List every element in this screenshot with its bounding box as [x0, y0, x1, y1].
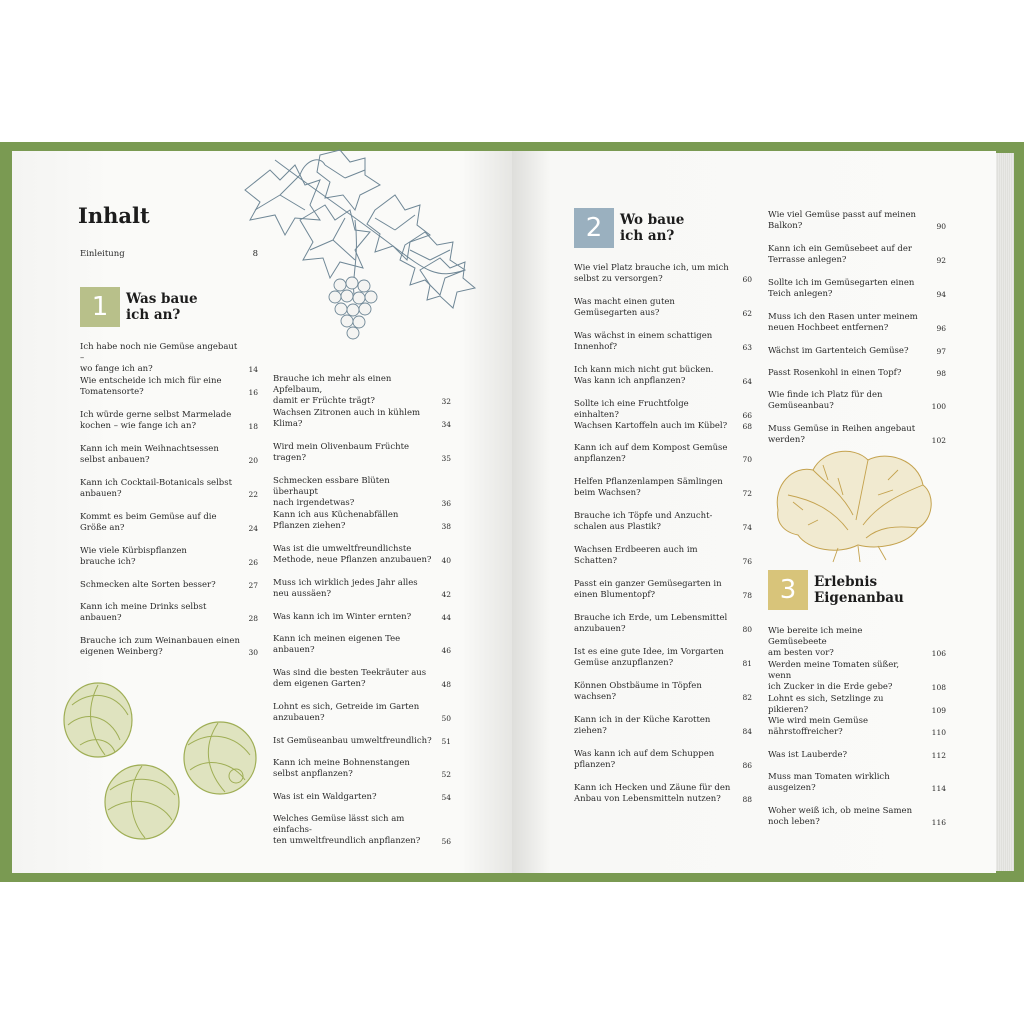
toc-entry-page: 56	[441, 837, 451, 846]
toc-entry[interactable]	[273, 668, 451, 690]
toc-entry-question	[768, 424, 932, 446]
toc-entry-question	[273, 792, 441, 803]
toc-entry-line: nach irgendetwas?	[273, 498, 355, 508]
toc-entry-line: Kann ich Hecken und Zäune für den	[574, 783, 731, 793]
toc-entry-page: 97	[936, 347, 946, 356]
toc-entry-question	[768, 626, 932, 659]
toc-entry-question	[768, 772, 932, 794]
chapter-number-badge: 3	[768, 570, 808, 610]
toc-entry-page: 76	[742, 557, 752, 566]
toc-entry[interactable]	[80, 376, 258, 398]
toc-entry-question	[273, 634, 441, 656]
toc-entry-page: 70	[742, 455, 752, 464]
toc-entry-line: Brauche ich zum Weinanbauen einen	[80, 636, 240, 646]
toc-entry[interactable]	[574, 511, 752, 533]
toc-entry-line: am besten vor?	[768, 648, 834, 658]
toc-entry-line: Ich kann mich nicht gut bücken.	[574, 365, 714, 375]
toc-entry-question	[574, 331, 742, 353]
toc-entry[interactable]	[273, 510, 451, 532]
toc-entry-question	[80, 478, 248, 500]
toc-entry-line: Wird mein Olivenbaum Früchte	[273, 442, 410, 452]
toc-entry-line: Wie finde ich Platz für den	[768, 390, 883, 400]
toc-entry-question	[574, 783, 742, 805]
toc-entry[interactable]	[574, 647, 752, 669]
toc-entry-question	[574, 749, 742, 771]
toc-entry-page: 84	[742, 727, 752, 736]
toc-entry-line: damit er Früchte trägt?	[273, 396, 375, 406]
cabbage-illustration	[768, 440, 938, 565]
toc-entry-page: 98	[936, 369, 946, 378]
toc-entry-line: Wie viel Gemüse passt auf meinen	[768, 210, 916, 220]
toc-entry-page: 27	[248, 581, 258, 590]
toc-entry-question	[273, 442, 441, 464]
toc-entry-page: 62	[742, 309, 752, 318]
toc-entry-question	[768, 210, 936, 232]
toc-entry-page: 96	[936, 324, 946, 333]
toc-entry-question	[273, 408, 441, 430]
toc-entry-line: Kann ich in der Küche Karotten	[574, 715, 711, 725]
toc-entry[interactable]	[273, 814, 451, 847]
toc-entry-line: Wachsen Kartoffeln auch im Kübel?	[574, 421, 728, 431]
toc-entry-page: 26	[248, 558, 258, 567]
toc-entry-line: Ich würde gerne selbst Marmelade	[80, 410, 232, 420]
chapter-title-line: Wo baue	[620, 212, 685, 228]
toc-entry-page: 35	[441, 454, 451, 463]
toc-entry-line: Lohnt es sich, Getreide im Garten	[273, 702, 420, 712]
page-edges	[996, 153, 1014, 871]
toc-entry[interactable]	[273, 634, 451, 656]
toc-entry-line: Was wächst in einem schattigen	[574, 331, 713, 341]
chapter-title	[126, 291, 198, 323]
toc-entry-page: 63	[742, 343, 752, 352]
toc-entry-line: Anbau von Lebensmitteln nutzen?	[574, 794, 721, 804]
toc-entry-page: 88	[742, 795, 752, 804]
toc-entry-line: werden?	[768, 435, 805, 445]
toc-entry-line: Was ist die umweltfreundlichste	[273, 544, 412, 554]
toc-entry-question	[80, 410, 248, 432]
toc-entry-line: Muss ich den Rasen unter meinem	[768, 312, 918, 322]
toc-entry-page: 38	[441, 522, 451, 531]
toc-entry[interactable]	[768, 750, 946, 761]
toc-entry-line: Sollte ich im Gemüsegarten einen	[768, 278, 915, 288]
toc-entry[interactable]	[768, 694, 946, 716]
toc-entry[interactable]	[80, 636, 258, 658]
toc-entry[interactable]	[574, 263, 752, 285]
toc-entry-line: Ist Gemüseanbau umweltfreundlich?	[273, 736, 432, 746]
toc-entry-question	[768, 278, 936, 300]
toc-entry-line: anzubauen?	[574, 624, 626, 634]
brussels-sprouts-illustration	[60, 680, 260, 845]
toc-entry-page: 78	[742, 591, 752, 600]
toc-entry-line: Gemüse anzupflanzen?	[574, 658, 674, 668]
toc-entry-page: 32	[441, 397, 451, 406]
toc-entry-question	[574, 443, 742, 465]
toc-entry-question	[574, 263, 742, 285]
toc-entry-line: Ist es eine gute Idee, im Vorgarten	[574, 647, 724, 657]
toc-entry-line: Muss Gemüse in Reihen angebaut	[768, 424, 916, 434]
toc-entry-page: 44	[441, 613, 451, 622]
toc-entry-line: Lohnt es sich, Setzlinge zu pikieren?	[768, 694, 884, 715]
toc-entry-page: 48	[441, 680, 451, 689]
toc-entry-question	[768, 806, 932, 828]
toc-entry-question	[768, 390, 932, 412]
toc-entry[interactable]	[768, 312, 946, 334]
toc-entry-line: Wie bereite ich meine Gemüsebeete	[768, 626, 863, 647]
chapter-title-line: Was baue	[126, 291, 198, 307]
toc-entry-page: 90	[936, 222, 946, 231]
toc-entry-line: dem eigenen Garten?	[273, 679, 366, 689]
toc-entry-line: Methode, neue Pflanzen anzubauen?	[273, 555, 432, 565]
toc-entry-page: 102	[931, 436, 946, 445]
toc-entry[interactable]	[80, 512, 258, 534]
toc-entry-question	[574, 511, 742, 533]
toc-entry[interactable]	[273, 702, 451, 724]
toc-entry-question	[768, 716, 932, 738]
toc-entry-line: Gemüseanbau?	[768, 401, 834, 411]
toc-entry[interactable]	[273, 792, 451, 803]
toc-entry-line: anpflanzen?	[574, 454, 626, 464]
toc-entry[interactable]	[574, 715, 752, 737]
toc-entry-line: ziehen?	[574, 726, 607, 736]
toc-entry-question	[768, 660, 932, 693]
chapter-number-badge: 2	[574, 208, 614, 248]
toc-entry[interactable]	[574, 579, 752, 601]
toc-entry-line: Kann ich meinen eigenen Tee	[273, 634, 401, 644]
toc-entry-page: 16	[248, 388, 258, 397]
toc-entry-question	[80, 580, 248, 591]
toc-entry-line: Werden meine Tomaten süßer, wenn	[768, 660, 900, 681]
toc-entry[interactable]	[80, 410, 258, 432]
toc-entry-question	[80, 342, 248, 375]
toc-entry[interactable]	[768, 806, 946, 828]
toc-entry[interactable]	[80, 602, 258, 624]
toc-entry[interactable]	[574, 331, 752, 353]
toc-entry-question	[574, 647, 742, 669]
toc-entry-question	[768, 346, 936, 357]
chapter-2-heading	[574, 208, 684, 248]
toc-entry-page: 46	[441, 646, 451, 655]
toc-entry[interactable]	[574, 545, 752, 567]
toc-entry-line: Muss man Tomaten wirklich	[768, 772, 890, 782]
toc-entry-page: 94	[936, 290, 946, 299]
toc-entry-line: Brauche ich mehr als einen Apfelbaum,	[273, 374, 392, 395]
toc-entry-line: Innenhof?	[574, 342, 618, 352]
toc-entry-line: Wachsen Erdbeeren auch im	[574, 545, 698, 555]
toc-entry[interactable]	[574, 443, 752, 465]
chapter-title-line: Erlebnis	[814, 574, 878, 590]
toc-entry-line: Schatten?	[574, 556, 618, 566]
toc-entry-line: beim Wachsen?	[574, 488, 641, 498]
toc-entry-line: Schmecken alte Sorten besser?	[80, 580, 216, 590]
toc-entry-page: 14	[248, 365, 258, 374]
toc-entry-question	[273, 668, 441, 690]
toc-entry[interactable]	[273, 408, 451, 430]
toc-entry-question	[574, 365, 742, 387]
toc-entry-line: Wächst im Gartenteich Gemüse?	[768, 346, 909, 356]
toc-entry-question	[80, 376, 248, 398]
toc-entry-line: Was sind die besten Teekräuter aus	[273, 668, 427, 678]
toc-entry-question	[80, 546, 248, 568]
chapter-title-line: ich an?	[126, 307, 181, 323]
toc-entry-line: einen Blumentopf?	[574, 590, 656, 600]
chapter-3-heading	[768, 570, 904, 610]
toc-entry-question	[574, 477, 742, 499]
toc-entry-page: 100	[931, 402, 946, 411]
toc-entry-question	[574, 297, 742, 319]
toc-entry-line: ausgeizen?	[768, 783, 816, 793]
toc-entry-line: Passt Rosenkohl in einen Topf?	[768, 368, 902, 378]
toc-entry-line: eigenen Weinberg?	[80, 647, 163, 657]
toc-entry-question	[574, 545, 742, 567]
toc-entry-page: 66	[742, 411, 752, 420]
toc-entry-page: 60	[742, 275, 752, 284]
toc-entry-line: Teich anlegen?	[768, 289, 833, 299]
toc-entry-question	[80, 444, 248, 466]
toc-entry-question	[574, 715, 742, 737]
toc-entry[interactable]	[768, 716, 946, 738]
toc-entry-line: Was kann ich auf dem Schuppen	[574, 749, 715, 759]
toc-entry[interactable]	[574, 681, 752, 703]
toc-entry[interactable]	[80, 342, 258, 375]
toc-entry-line: Wie viele Kürbispflanzen	[80, 546, 187, 556]
toc-entry-question	[768, 312, 936, 334]
toc-entry[interactable]	[768, 424, 946, 446]
toc-entry-line: Was kann ich anpflanzen?	[574, 376, 686, 386]
chapter-1-heading	[80, 287, 198, 327]
toc-entry[interactable]	[768, 278, 946, 300]
toc-entry-line: Was ist ein Waldgarten?	[273, 792, 377, 802]
toc-entry-line: tragen?	[273, 453, 307, 463]
toc-entry-line: Wie entscheide ich mich für eine	[80, 376, 222, 386]
toc-entry[interactable]	[574, 421, 752, 432]
toc-entry-line: selbst zu versorgen?	[574, 274, 663, 284]
toc-entry[interactable]	[273, 442, 451, 464]
toc-entry[interactable]	[80, 580, 258, 591]
toc-entry-line: brauche ich?	[80, 557, 136, 567]
toc-entry-page: 114	[931, 784, 946, 793]
toc-entry-line: noch leben?	[768, 817, 820, 827]
toc-entry-question	[574, 579, 742, 601]
toc-entry-page: 110	[931, 728, 946, 737]
toc-entry-question	[768, 694, 932, 716]
toc-entry-line: Kommt es beim Gemüse auf die	[80, 512, 217, 522]
toc-entry-line: anbauen?	[80, 613, 122, 623]
toc-entry-line: Gemüsegarten aus?	[574, 308, 660, 318]
toc-entry-page: 86	[742, 761, 752, 770]
toc-entry-line: Terrasse anlegen?	[768, 255, 847, 265]
toc-entry[interactable]	[80, 546, 258, 568]
toc-entry-line: Muss ich wirklich jedes Jahr alles	[273, 578, 418, 588]
toc-entry[interactable]	[574, 783, 752, 805]
toc-entry-page: 109	[931, 706, 946, 715]
toc-entry[interactable]	[273, 578, 451, 600]
toc-entry-line: Kann ich ein Gemüsebeet auf der	[768, 244, 912, 254]
toc-entry-line: Was macht einen guten	[574, 297, 675, 307]
toc-entry-page: 116	[931, 818, 946, 827]
toc-entry-question	[273, 476, 441, 509]
toc-entry[interactable]	[574, 297, 752, 319]
toc-entry-question	[574, 613, 742, 635]
toc-entry-line: selbst anbauen?	[80, 455, 150, 465]
toc-entry-page: 36	[441, 499, 451, 508]
toc-entry-line: schalen aus Plastik?	[574, 522, 661, 532]
toc-entry-question	[273, 814, 441, 847]
toc-entry-page: 20	[248, 456, 258, 465]
toc-entry-line: Schmecken essbare Blüten überhaupt	[273, 476, 390, 497]
toc-entry-page: 34	[441, 420, 451, 429]
toc-entry[interactable]	[574, 613, 752, 635]
toc-entry-question	[273, 702, 441, 724]
toc-entry-question	[80, 636, 248, 658]
toc-entry-page: 92	[936, 256, 946, 265]
toc-entry-page: 106	[931, 649, 946, 658]
toc-entry[interactable]	[768, 346, 946, 357]
toc-entry-line: ich Zucker in die Erde gebe?	[768, 682, 893, 692]
toc-entry-line: Passt ein ganzer Gemüsegarten in	[574, 579, 722, 589]
toc-entry-page: 68	[742, 422, 752, 431]
toc-entry-line: nährstoffreicher?	[768, 727, 843, 737]
toc-entry-question	[273, 578, 441, 600]
toc-entry[interactable]	[574, 749, 752, 771]
toc-entry[interactable]	[574, 477, 752, 499]
toc-entry-page: 42	[441, 590, 451, 599]
toc-entry-line: Brauche ich Töpfe und Anzucht-	[574, 511, 713, 521]
toc-entry-line: neu aussäen?	[273, 589, 332, 599]
toc-entry-line: Kann ich Cocktail-Botanicals selbst	[80, 478, 233, 488]
toc-entry-line: Woher weiß ich, ob meine Samen	[768, 806, 913, 816]
intro-page: 8	[252, 249, 258, 259]
chapter-title	[620, 212, 684, 244]
toc-entry[interactable]	[273, 736, 451, 747]
toc-entry-line: Klima?	[273, 419, 303, 429]
toc-entry-page: 80	[742, 625, 752, 634]
toc-entry[interactable]	[80, 478, 258, 500]
toc-entry-page: 52	[441, 770, 451, 779]
toc-entry-line: Größe an?	[80, 523, 125, 533]
toc-entry[interactable]	[768, 390, 946, 412]
toc-entry[interactable]	[768, 772, 946, 794]
toc-entry-question	[574, 681, 742, 703]
toc-entry-question	[273, 612, 441, 623]
intro-label: Einleitung	[80, 249, 125, 259]
toc-entry-line: Kann ich auf dem Kompost Gemüse	[574, 443, 728, 453]
toc-entry-page: 74	[742, 523, 752, 532]
chapter-title-line: Eigenanbau	[814, 590, 904, 606]
toc-entry-question	[273, 758, 441, 780]
toc-entry-line: Was ist Lauberde?	[768, 750, 848, 760]
toc-entry-line: Kann ich meine Drinks selbst	[80, 602, 207, 612]
toc-entry-question	[273, 736, 441, 747]
toc-entry-page: 22	[248, 490, 258, 499]
toc-entry-page: 18	[248, 422, 258, 431]
grape-vine-illustration	[225, 150, 485, 350]
toc-entry-line: wachsen?	[574, 692, 617, 702]
toc-entry[interactable]	[574, 365, 752, 387]
toc-entry-line: Tomatensorte?	[80, 387, 144, 397]
toc-entry-line: ten umweltfreundlich anpflanzen?	[273, 836, 421, 846]
toc-entry-page: 51	[441, 737, 451, 746]
chapter-title	[814, 574, 904, 606]
toc-entry-line: anbauen?	[80, 489, 122, 499]
toc-entry-line: Welches Gemüse lässt sich am einfachs-	[273, 814, 405, 835]
toc-entry-line: pflanzen?	[574, 760, 616, 770]
toc-entry[interactable]	[273, 544, 451, 566]
toc-entry-question	[768, 750, 932, 761]
toc-entry[interactable]	[273, 612, 451, 623]
toc-entry-page: 40	[441, 556, 451, 565]
toc-entry-line: anbauen?	[273, 645, 315, 655]
toc-entry-page: 72	[742, 489, 752, 498]
toc-entry-question	[273, 374, 441, 407]
toc-entry-question	[574, 421, 742, 432]
toc-entry-question	[273, 510, 441, 532]
toc-entry-line: Wie wird mein Gemüse	[768, 716, 868, 726]
toc-entry-line: Können Obstbäume in Töpfen	[574, 681, 702, 691]
toc-entry-line: neuen Hochbeet entfernen?	[768, 323, 889, 333]
toc-entry-page: 64	[742, 377, 752, 386]
toc-entry-line: Helfen Pflanzenlampen Sämlingen	[574, 477, 723, 487]
toc-entry-line: Wachsen Zitronen auch in kühlem	[273, 408, 421, 418]
toc-entry-page: 82	[742, 693, 752, 702]
toc-entry-line: anzubauen?	[273, 713, 325, 723]
toc-entry[interactable]	[273, 374, 451, 407]
toc-entry-line: wo fange ich an?	[80, 364, 153, 374]
toc-entry[interactable]	[80, 444, 258, 466]
toc-entry-page: 28	[248, 614, 258, 623]
toc-entry-line: kochen – wie fange ich an?	[80, 421, 197, 431]
toc-entry-line: Brauche ich Erde, um Lebensmittel	[574, 613, 728, 623]
toc-entry-question	[80, 602, 248, 624]
toc-entry-question	[768, 368, 936, 379]
toc-entry-page: 112	[931, 751, 946, 760]
toc-entry-line: Balkon?	[768, 221, 803, 231]
toc-entry[interactable]	[768, 210, 946, 232]
toc-entry-page: 50	[441, 714, 451, 723]
toc-entry-line: Pflanzen ziehen?	[273, 521, 346, 531]
toc-entry-line: Kann ich meine Bohnenstangen	[273, 758, 410, 768]
toc-entry-line: selbst anpflanzen?	[273, 769, 353, 779]
chapter-number-badge: 1	[80, 287, 120, 327]
toc-entry-line: Wie viel Platz brauche ich, um mich	[574, 263, 729, 273]
toc-entry[interactable]	[273, 476, 451, 509]
toc-entry-question	[273, 544, 441, 566]
toc-entry[interactable]	[768, 660, 946, 693]
toc-entry[interactable]	[768, 368, 946, 379]
toc-entry-page: 81	[742, 659, 752, 668]
toc-entry-line: Was kann ich im Winter ernten?	[273, 612, 412, 622]
toc-entry-line: Sollte ich eine Fruchtfolge einhalten?	[574, 399, 689, 420]
toc-entry-question	[574, 399, 742, 421]
toc-entry-page: 24	[248, 524, 258, 533]
chapter-title-line: ich an?	[620, 228, 675, 244]
toc-entry-page: 30	[248, 648, 258, 657]
toc-entry-line: Ich habe noch nie Gemüse angebaut –	[80, 342, 238, 363]
page-title: Inhalt	[78, 203, 150, 228]
toc-entry-line: Kann ich mein Weihnachtsessen	[80, 444, 219, 454]
toc-entry-line: Kann ich aus Küchenabfällen	[273, 510, 399, 520]
toc-entry[interactable]	[574, 399, 752, 421]
toc-entry-page: 108	[931, 683, 946, 692]
toc-entry[interactable]	[768, 244, 946, 266]
toc-entry[interactable]	[768, 626, 946, 659]
toc-entry[interactable]	[273, 758, 451, 780]
toc-entry-question	[80, 512, 248, 534]
toc-entry-question	[768, 244, 936, 266]
toc-entry-page: 54	[441, 793, 451, 802]
